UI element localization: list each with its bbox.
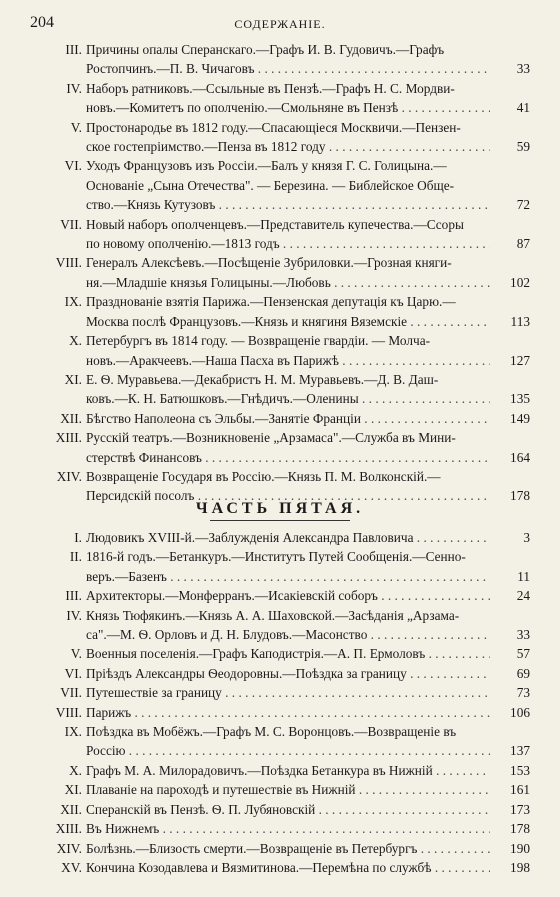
chapter-title-line: по новому ополченію.—1813 годъ . . . bbox=[86, 234, 490, 253]
chapter-title bbox=[86, 156, 490, 214]
chapter-number: XIV. bbox=[56, 840, 82, 856]
toc-part5-entry bbox=[30, 683, 530, 702]
chapter-number: I. bbox=[74, 530, 82, 545]
chapter-title-line: Князь Тюфякинъ.—Князь А. А. Шаховской.—Засѣданія „Арзама- bbox=[86, 607, 460, 623]
toc-entry bbox=[30, 118, 530, 157]
chapter-number: XI. bbox=[64, 782, 82, 798]
chapter-title-line: веръ.—Базенъ . . . bbox=[86, 567, 490, 586]
chapter-title bbox=[86, 79, 490, 118]
chapter-number: XIII. bbox=[55, 821, 82, 837]
chapter-title bbox=[86, 528, 490, 547]
chapter-number: XIII. bbox=[55, 430, 82, 446]
chapter-title-line: Парижъ . . . bbox=[86, 703, 490, 722]
chapter-title-line: Путешествіе за границу . . . bbox=[86, 683, 490, 702]
chapter-title-line: Персидскій посолъ . . . bbox=[86, 486, 490, 505]
page-ref: 173 bbox=[510, 801, 530, 817]
chapter-title-line: Людовикъ XVIII-й.—Заблужденія Александра Павловича . . . bbox=[86, 528, 490, 547]
chapter-number: X. bbox=[69, 762, 82, 778]
page-ref: 3 bbox=[523, 530, 530, 545]
chapter-title-line: Архитекторы.—Монферранъ.—Исакіевскій соборъ . . . bbox=[86, 586, 490, 605]
page-ref: 57 bbox=[516, 646, 530, 662]
chapter-number: XI. bbox=[64, 371, 82, 387]
toc-part5-entry bbox=[30, 819, 530, 838]
page-ref: 153 bbox=[510, 762, 530, 778]
page-number: 204 bbox=[30, 14, 54, 31]
chapter-title bbox=[86, 292, 490, 331]
chapter-number: IV. bbox=[66, 607, 82, 623]
toc-entry bbox=[30, 40, 530, 79]
toc-part5-entry bbox=[30, 606, 530, 645]
chapter-title bbox=[86, 118, 490, 157]
page-ref: 164 bbox=[510, 449, 530, 465]
chapter-title bbox=[86, 331, 490, 370]
chapter-title-line: Новый наборъ ополченцевъ.—Представитель купечества.—Ссоры bbox=[86, 216, 464, 232]
toc-part5-entry bbox=[30, 547, 530, 586]
chapter-number: IX. bbox=[64, 724, 82, 740]
chapter-title bbox=[86, 839, 490, 858]
page-ref: 73 bbox=[516, 685, 530, 701]
toc-entry bbox=[30, 370, 530, 409]
chapter-title bbox=[86, 664, 490, 683]
toc-part5-entry bbox=[30, 722, 530, 761]
toc-part5-entry bbox=[30, 858, 530, 877]
chapter-title-line: ское гостепріимство.—Пенза въ 1812 году . . . bbox=[86, 137, 490, 156]
page-ref: 33 bbox=[516, 627, 530, 643]
toc-part5-entry bbox=[30, 664, 530, 683]
chapter-number: VIII. bbox=[55, 704, 82, 720]
page-ref: 149 bbox=[510, 410, 530, 426]
chapter-title-line: Уходъ Французовъ изъ Россіи.—Балъ у князя Г. С. Голицына.— bbox=[86, 158, 447, 174]
chapter-title bbox=[86, 370, 490, 409]
page-ref: 190 bbox=[510, 840, 530, 856]
toc-entry bbox=[30, 156, 530, 214]
chapter-title bbox=[86, 215, 490, 254]
chapter-number: VIII. bbox=[55, 255, 82, 271]
page-ref: 87 bbox=[516, 236, 530, 252]
chapter-number: X. bbox=[69, 333, 82, 349]
toc-entry bbox=[30, 215, 530, 254]
page-ref: 178 bbox=[510, 821, 530, 837]
chapter-title bbox=[86, 606, 490, 645]
chapter-title-line: стерствѣ Финансовъ . . . bbox=[86, 448, 490, 467]
chapter-title-line: Пріѣздъ Александры Ѳеодоровны.—Поѣздка за границу . . . bbox=[86, 664, 490, 683]
chapter-title-line: ня.—Младшіе князья Голицыны.—Любовь . . . bbox=[86, 273, 490, 292]
chapter-title-line: Возвращеніе Государя въ Россію.—Князь П. М. Волконскій.— bbox=[86, 468, 441, 484]
toc-part5-entry bbox=[30, 800, 530, 819]
chapter-number: XIV. bbox=[56, 468, 82, 484]
chapter-title-line: ковъ.—К. Н. Батюшковъ.—Гнѣдичъ.—Оленины . . . bbox=[86, 389, 490, 408]
page-ref: 102 bbox=[510, 274, 530, 290]
chapter-title-line: Празднованіе взятія Парижа.—Пензенская депутація къ Царю.— bbox=[86, 294, 456, 310]
chapter-title-line: Въ Нижнемъ . . . bbox=[86, 819, 490, 838]
toc-entry bbox=[30, 428, 530, 467]
chapter-title bbox=[86, 644, 490, 663]
page-ref: 106 bbox=[510, 704, 530, 720]
chapter-title-line: Кончина Козодавлева и Вязмитинова.—Перемѣна по службѣ . . . bbox=[86, 858, 490, 877]
toc-part5-entry bbox=[30, 839, 530, 858]
toc-entry bbox=[30, 292, 530, 331]
toc-entry bbox=[30, 409, 530, 428]
chapter-title-line: новъ.—Аракчеевъ.—Наша Пасха въ Парижѣ . . . bbox=[86, 351, 490, 370]
chapter-title-line: Россію . . . bbox=[86, 741, 490, 760]
chapter-title bbox=[86, 761, 490, 780]
toc-part5-entry bbox=[30, 703, 530, 722]
toc-part5-entry bbox=[30, 761, 530, 780]
chapter-number: IV. bbox=[66, 80, 82, 96]
chapter-number: V. bbox=[70, 646, 82, 662]
chapter-title-line: Наборъ ратниковъ.—Ссыльные въ Пензѣ.—Графъ Н. С. Мордви- bbox=[86, 80, 455, 96]
chapter-title-line: 1816-й годъ.—Бетанкуръ.—Институтъ Путей Сообщенія.—Сенно- bbox=[86, 549, 466, 565]
chapter-number: III. bbox=[65, 42, 82, 57]
page-header bbox=[30, 14, 530, 34]
page-ref: 33 bbox=[516, 61, 530, 77]
chapter-title bbox=[86, 780, 490, 799]
chapter-title-line: Поѣздка въ Мобёжъ.—Графъ М. С. Воронцовъ.—Возвращеніе въ bbox=[86, 724, 457, 740]
toc-part5-entry bbox=[30, 586, 530, 605]
chapter-title-line: Основаніе „Сына Отечества". — Березина. — Библейское Обще- bbox=[86, 177, 455, 193]
chapter-title bbox=[86, 703, 490, 722]
toc-part5-entry bbox=[30, 528, 530, 547]
chapter-title bbox=[86, 722, 490, 761]
chapter-title-line: Причины опалы Сперанскаго.—Графъ И. В. Гудовичъ.—Графъ bbox=[86, 42, 445, 57]
chapter-title bbox=[86, 586, 490, 605]
chapter-title-line: Простонародье въ 1812 году.—Спасающіеся Москвичи.—Пензен- bbox=[86, 119, 461, 135]
chapter-number: VII. bbox=[60, 685, 82, 701]
page-ref: 11 bbox=[517, 568, 530, 584]
chapter-title bbox=[86, 428, 490, 467]
chapter-title bbox=[86, 858, 490, 877]
chapter-number: XV. bbox=[61, 859, 82, 875]
page-ref: 198 bbox=[510, 859, 530, 875]
chapter-title bbox=[86, 40, 490, 79]
chapter-number: XII. bbox=[60, 410, 82, 426]
chapter-title-line: Москва послѣ Французовъ.—Князь и княгиня Вяземскіе . . . bbox=[86, 312, 490, 331]
chapter-title-line: са".—М. Ѳ. Орловъ и Д. Н. Блудовъ.—Масонство . . . bbox=[86, 625, 490, 644]
chapter-number: III. bbox=[65, 588, 82, 604]
chapter-title-line: Е. Ѳ. Муравьева.—Декабристъ Н. М. Муравьевъ.—Д. В. Даш- bbox=[86, 371, 439, 387]
chapter-title-line: Болѣзнь.—Близость смерти.—Возвращеніе въ Петербургъ . . . bbox=[86, 839, 490, 858]
chapter-title-line: Генералъ Алексѣевъ.—Посѣщеніе Зубриловки.—Грозная княги- bbox=[86, 255, 452, 271]
chapter-title-line: Военныя поселенія.—Графъ Каподистрія.—А. П. Ермоловъ . . . bbox=[86, 644, 490, 663]
chapter-title bbox=[86, 409, 490, 428]
part-title-rule bbox=[210, 520, 350, 521]
contents-list-part5 bbox=[30, 528, 530, 877]
chapter-number: VI. bbox=[64, 158, 82, 174]
chapter-title-line: новъ.—Комитетъ по ополченію.—Смольняне въ Пензѣ . . . bbox=[86, 98, 490, 117]
chapter-number: VII. bbox=[60, 216, 82, 232]
page-ref: 135 bbox=[510, 391, 530, 407]
page-ref: 137 bbox=[510, 743, 530, 759]
page-ref: 113 bbox=[510, 313, 530, 329]
page-ref: 69 bbox=[516, 665, 530, 681]
page-ref: 72 bbox=[516, 197, 530, 213]
page-ref: 41 bbox=[516, 100, 530, 116]
toc-entry bbox=[30, 253, 530, 292]
chapter-number: VI. bbox=[64, 665, 82, 681]
chapter-title bbox=[86, 683, 490, 702]
toc-part5-entry bbox=[30, 644, 530, 663]
toc-entry bbox=[30, 331, 530, 370]
chapter-title-line: Бѣгство Наполеона съ Эльбы.—Занятіе Франціи . . . bbox=[86, 409, 490, 428]
chapter-number: V. bbox=[70, 119, 82, 135]
running-title: СОДЕРЖАНІЕ. bbox=[234, 17, 326, 31]
part-title: ЧАСТЬ ПЯТАЯ. bbox=[195, 500, 365, 517]
page-ref: 127 bbox=[510, 352, 530, 368]
page-ref: 161 bbox=[510, 782, 530, 798]
chapter-title-line: Сперанскій въ Пензѣ. Ѳ. П. Лубяновскій . . . bbox=[86, 800, 490, 819]
chapter-title bbox=[86, 800, 490, 819]
chapter-title-line: Петербургъ въ 1814 году. — Возвращеніе гвардіи. — Молча- bbox=[86, 333, 431, 349]
chapter-number: II. bbox=[69, 549, 82, 565]
chapter-title-line: Плаваніе на пароходѣ и путешествіе въ Нижній . . . bbox=[86, 780, 490, 799]
page-ref: 178 bbox=[510, 488, 530, 504]
chapter-title bbox=[86, 547, 490, 586]
chapter-number: XII. bbox=[60, 801, 82, 817]
toc-entry bbox=[30, 79, 530, 118]
contents-list-part4 bbox=[30, 40, 530, 506]
chapter-title-line: Ростопчинъ.—П. В. Чичаговъ . . . bbox=[86, 59, 490, 78]
page-ref: 24 bbox=[516, 588, 530, 604]
page-ref: 59 bbox=[516, 139, 530, 155]
chapter-title-line: ство.—Князь Кутузовъ . . . bbox=[86, 195, 490, 214]
toc-part5-entry bbox=[30, 780, 530, 799]
chapter-title-line: Русскій театръ.—Возникновеніе „Арзамаса".—Служба въ Мини- bbox=[86, 430, 456, 446]
chapter-title bbox=[86, 253, 490, 292]
chapter-title-line: Графъ М. А. Милорадовичъ.—Поѣздка Бетанкура въ Нижній . . . bbox=[86, 761, 490, 780]
chapter-title bbox=[86, 819, 490, 838]
chapter-number: IX. bbox=[64, 294, 82, 310]
